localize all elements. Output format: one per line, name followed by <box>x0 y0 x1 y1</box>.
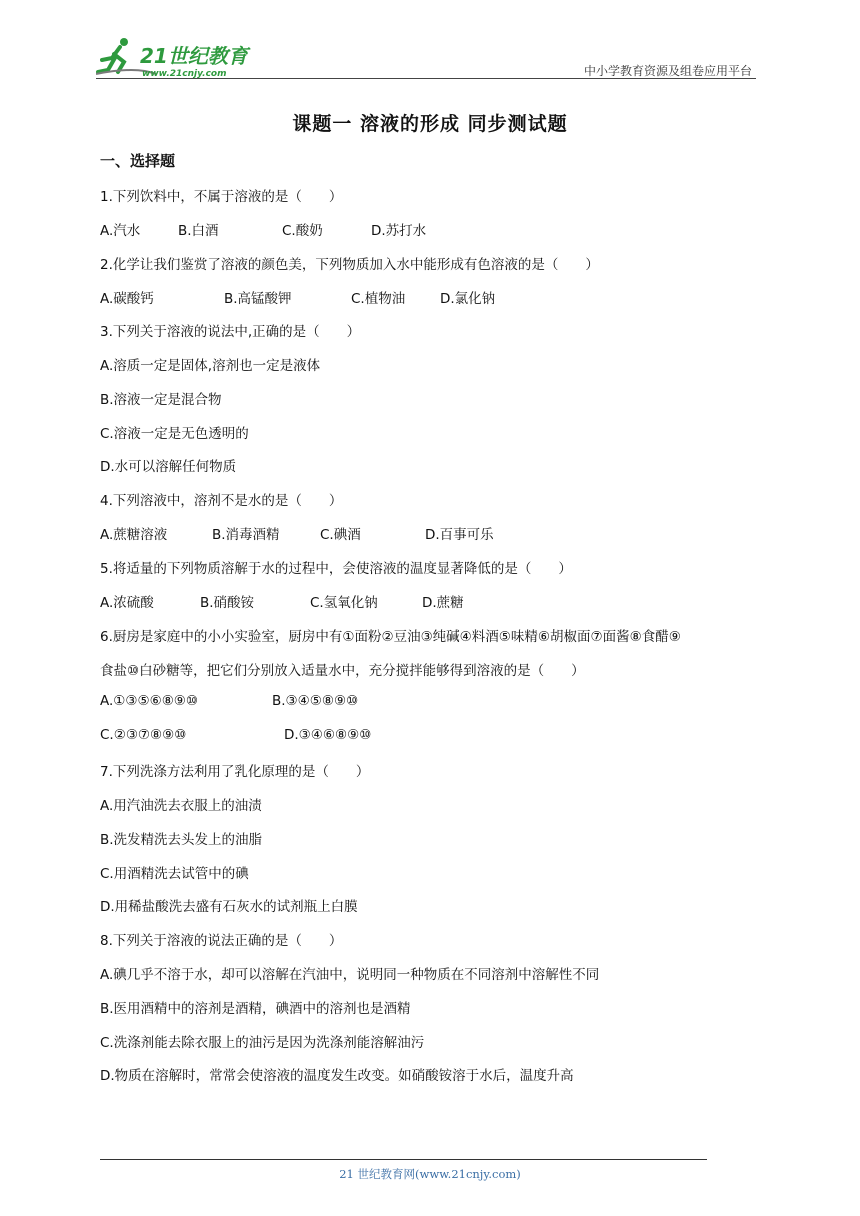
question-8-option-b: B.医用酒精中的溶剂是酒精，碘酒中的溶剂也是酒精 <box>100 1001 411 1017</box>
logo-text: 21世纪教育 <box>140 44 248 68</box>
question-3-stem: 3.下列关于溶液的说法中,正确的是（ ） <box>100 324 361 340</box>
question-2-options <box>100 287 495 307</box>
question-2-stem: 2.化学让我们鉴赏了溶液的颜色美，下列物质加入水中能形成有色溶液的是（ ） <box>100 257 599 273</box>
question-8-option-c: C.洗涤剂能去除衣服上的油污是因为洗涤剂能溶解油污 <box>100 1035 425 1051</box>
header-platform-text: 中小学教育资源及组卷应用平台 <box>583 64 752 78</box>
option-c: C.②③⑦⑧⑨⑩ <box>100 727 187 743</box>
option-d: D.氯化钠 <box>440 291 496 307</box>
question-6-stem-line2: 食盐⑩白砂糖等，把它们分别放入适量水中，充分搅拌能够得到溶液的是（ ） <box>100 663 585 679</box>
question-7-option-b: B.洗发精洗去头发上的油脂 <box>100 832 263 848</box>
question-3-option-a: A.溶质一定是固体,溶剂也一定是液体 <box>100 358 321 374</box>
option-b: B.硝酸铵 <box>200 595 255 611</box>
option-b: B.高锰酸钾 <box>224 291 292 307</box>
question-7-stem: 7.下列洗涤方法利用了乳化原理的是（ ） <box>100 764 370 780</box>
option-d: D.③④⑥⑧⑨⑩ <box>284 727 372 743</box>
option-c: C.氢氧化钠 <box>310 595 378 611</box>
option-a: A.①③⑤⑥⑧⑨⑩ <box>100 693 199 709</box>
option-c: C.碘酒 <box>320 527 361 543</box>
option-b: B.白酒 <box>178 223 219 239</box>
question-5-options <box>100 591 464 611</box>
logo <box>96 36 266 78</box>
question-7-option-a: A.用汽油洗去衣服上的油渍 <box>100 798 262 814</box>
page-header <box>96 30 756 80</box>
option-d: D.蔗糖 <box>422 595 464 611</box>
question-7-option-d: D.用稀盐酸洗去盛有石灰水的试剂瓶上白膜 <box>100 899 358 915</box>
question-8-option-a: A.碘几乎不溶于水，却可以溶解在汽油中，说明同一种物质在不同溶剂中溶解性不同 <box>100 967 600 983</box>
option-b: B.③④⑤⑧⑨⑩ <box>272 693 359 709</box>
option-a: A.浓硫酸 <box>100 595 154 611</box>
question-5-stem: 5.将适量的下列物质溶解于水的过程中，会使溶液的温度显著降低的是（ ） <box>100 561 572 577</box>
question-8-option-d: D.物质在溶解时，常常会使溶液的温度发生改变。如硝酸铵溶于水后，温度升高 <box>100 1068 574 1084</box>
header-divider <box>96 78 756 79</box>
question-4-options <box>100 523 494 543</box>
section-title: 一、选择题 <box>100 152 176 170</box>
question-1-stem: 1.下列饮料中，不属于溶液的是（ ） <box>100 189 343 205</box>
question-1-options <box>100 219 426 239</box>
footer-divider <box>100 1159 707 1160</box>
option-d: D.百事可乐 <box>425 527 494 543</box>
question-3-option-c: C.溶液一定是无色透明的 <box>100 426 249 442</box>
question-6-stem-line1: 6.厨房是家庭中的小小实验室，厨房中有①面粉②豆油③纯碱④料酒⑤味精⑥胡椒面⑦面酱⑧食醋⑨ <box>100 629 681 645</box>
question-7-option-c: C.用酒精洗去试管中的碘 <box>100 866 249 882</box>
question-8-stem: 8.下列关于溶液的说法正确的是（ ） <box>100 933 343 949</box>
question-4-stem: 4.下列溶液中，溶剂不是水的是（ ） <box>100 493 343 509</box>
option-b: B.消毒酒精 <box>212 527 280 543</box>
question-6-options-row1 <box>100 693 358 709</box>
option-d: D.苏打水 <box>371 223 427 239</box>
question-3-option-b: B.溶液一定是混合物 <box>100 392 222 408</box>
page-footer[interactable]: 21 世纪教育网(www.21cnjy.com) <box>339 1167 521 1181</box>
question-3-option-d: D.水可以溶解任何物质 <box>100 459 237 475</box>
question-6-options-row2 <box>100 727 371 743</box>
option-c: C.酸奶 <box>282 223 323 239</box>
option-a: A.碳酸钙 <box>100 291 154 307</box>
logo-subtext: www.21cnjy.com <box>142 69 227 78</box>
option-a: A.蔗糖溶液 <box>100 527 168 543</box>
option-a: A.汽水 <box>100 223 141 239</box>
option-c: C.植物油 <box>351 291 406 307</box>
page-title: 课题一 溶液的形成 同步测试题 <box>292 113 568 135</box>
